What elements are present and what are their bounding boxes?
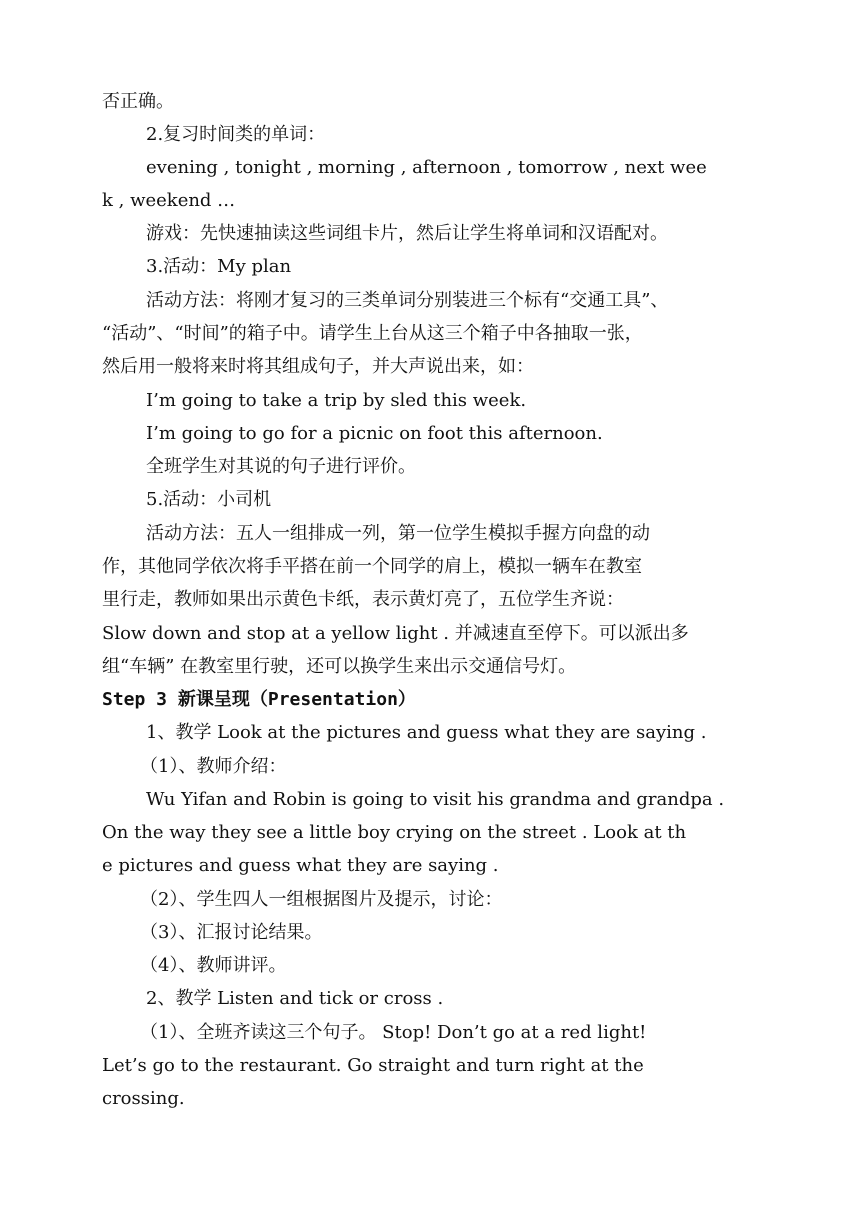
- section-heading: Step 3 新课呈现（Presentation）: [102, 689, 416, 710]
- text-line: 活动方法：五人一组排成一列，第一位学生模拟手握方向盘的动: [146, 523, 650, 544]
- text-line: 1、教学 Look at the pictures and guess what they are saying .: [146, 722, 707, 743]
- text-line: 作，其他同学依次将手平搭在前一个同学的肩上，模拟一辆车在教室: [102, 556, 642, 577]
- text-line: Let’s go to the restaurant. Go straight and turn right at the: [102, 1055, 644, 1076]
- text-line: I’m going to go for a picnic on foot this afternoon.: [146, 423, 603, 444]
- text-line: Wu Yifan and Robin is going to visit his grandma and grandpa .: [146, 789, 725, 810]
- text-line: 5.活动：小司机: [146, 489, 272, 510]
- text-line: （4）、教师讲评。: [140, 955, 287, 976]
- text-line: 活动方法：将刚才复习的三类单词分别装进三个标有“交通工具”、: [146, 290, 669, 311]
- text-line: 全班学生对其说的句子进行评价。: [146, 456, 416, 477]
- text-line: 3.活动：My plan: [146, 256, 292, 277]
- text-line: 然后用一般将来时将其组成句子，并大声说出来，如：: [102, 356, 534, 377]
- text-line: 2、教学 Listen and tick or cross .: [146, 988, 444, 1009]
- text-line: e pictures and guess what they are saying .: [102, 855, 499, 876]
- text-line: 否正确。: [102, 91, 174, 112]
- text-line: （1）、教师介绍：: [140, 756, 287, 777]
- text-line: 组“车辆” 在教室里行驶，还可以换学生来出示交通信号灯。: [102, 656, 577, 677]
- text-line: （1）、全班齐读这三个句子。 Stop! Don’t go at a red light!: [140, 1022, 647, 1043]
- text-line: 游戏：先快速抽读这些词组卡片，然后让学生将单词和汉语配对。: [146, 223, 668, 244]
- text-line: I’m going to take a trip by sled this week.: [146, 390, 527, 411]
- text-line: （2）、学生四人一组根据图片及提示，讨论：: [140, 889, 503, 910]
- text-line: On the way they see a little boy crying on the street . Look at th: [102, 822, 687, 843]
- text-line: evening , tonight , morning , afternoon , tomorrow , next wee: [146, 157, 707, 178]
- text-line: 2.复习时间类的单词：: [146, 124, 326, 145]
- text-line: “活动”、“时间”的箱子中。请学生上台从这三个箱子中各抽取一张，: [102, 323, 643, 344]
- text-line: crossing.: [102, 1088, 185, 1109]
- text-line: （3）、汇报讨论结果。: [140, 922, 323, 943]
- text-line: 里行走，教师如果出示黄色卡纸，表示黄灯亮了，五位学生齐说：: [102, 589, 624, 610]
- text-line: k , weekend …: [102, 190, 236, 211]
- text-line: Slow down and stop at a yellow light . 并减速直至停下。可以派出多: [102, 623, 689, 644]
